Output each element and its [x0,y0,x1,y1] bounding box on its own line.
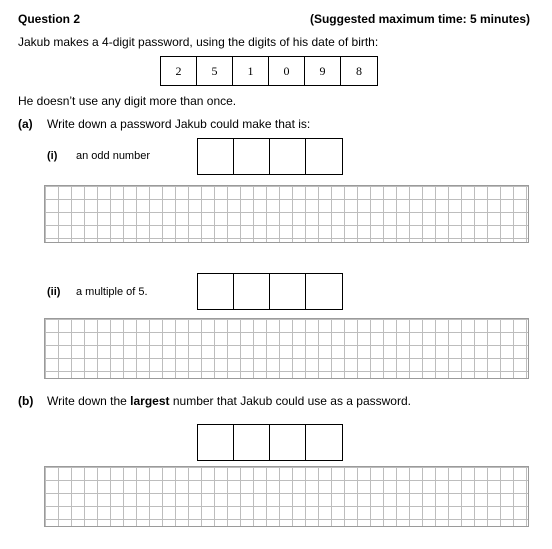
sub-i-text: an odd number [76,150,150,162]
answer-box[interactable] [270,139,306,174]
answer-box[interactable] [234,139,270,174]
digit-cell: 5 [197,57,233,85]
sub-i-label: (i) [47,150,58,162]
answer-boxes-b [197,424,343,461]
working-grid-i[interactable] [44,185,529,243]
answer-box[interactable] [270,425,306,460]
answer-box[interactable] [270,274,306,309]
digit-cell: 2 [161,57,197,85]
digit-cell: 0 [269,57,305,85]
answer-boxes-ii [197,273,343,310]
part-a-text: Write down a password Jakub could make that is: [47,117,311,131]
digit-cell: 8 [356,63,362,78]
working-grid-ii[interactable] [44,318,529,379]
digit-cell: 9 [305,57,341,85]
rule-text: He doesn’t use any digit more than once. [18,94,237,108]
emphasis-largest: largest [130,394,170,408]
intro-text: Jakub makes a 4-digit password, using the digits of his date of birth: [18,35,379,49]
answer-box[interactable] [198,139,234,174]
answer-box[interactable] [306,425,342,460]
answer-box[interactable] [198,425,234,460]
sub-ii-label: (ii) [47,286,61,298]
part-b-text: Write down the largest number that Jakub could use as a password. [47,394,411,408]
suggested-time: (Suggested maximum time: 5 minutes) [309,12,530,26]
part-b-label: (b) [18,394,34,408]
answer-boxes-i [197,138,343,175]
question-title: Question 2 [18,12,81,26]
answer-box[interactable] [198,274,234,309]
answer-box[interactable] [306,139,342,174]
part-a-label: (a) [18,117,33,131]
answer-box[interactable] [234,425,270,460]
birth-date-digits [160,56,378,86]
digit-cell: 1 [233,57,269,85]
answer-box[interactable] [306,274,342,309]
working-grid-b[interactable] [44,466,529,527]
answer-box[interactable] [234,274,270,309]
sub-ii-text: a multiple of 5. [76,286,148,298]
